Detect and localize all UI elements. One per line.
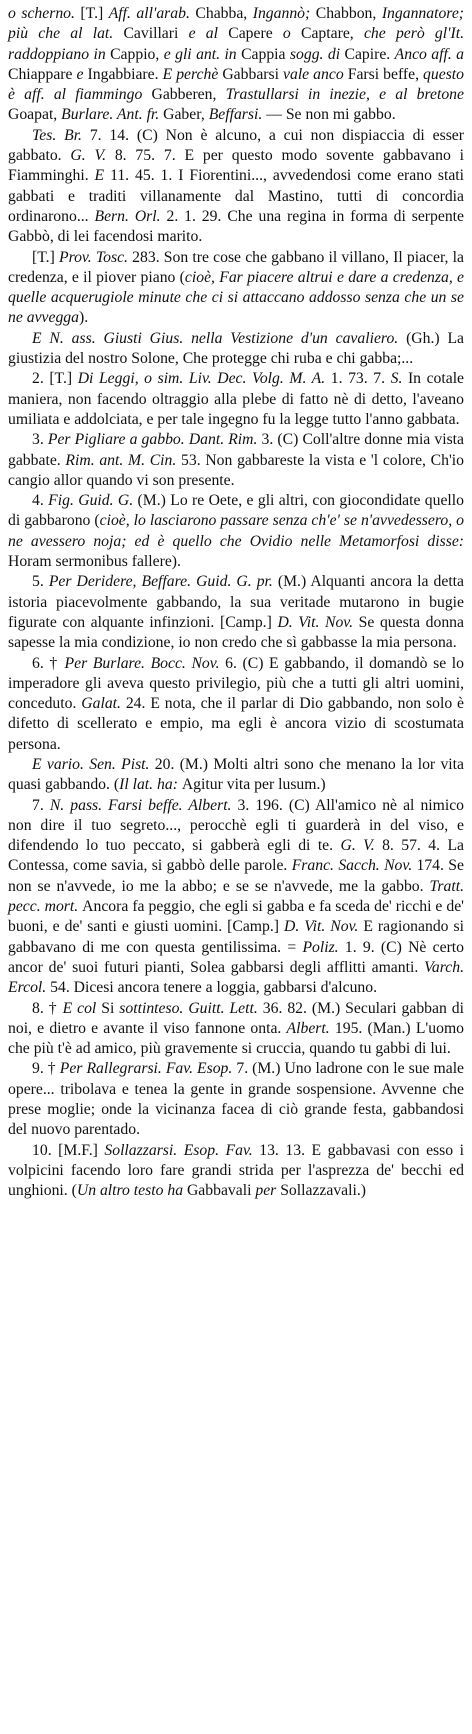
- entry-paragraph: [8, 329, 464, 370]
- text-segment: o: [282, 25, 301, 43]
- text-segment: D. Vit. Nov.: [283, 918, 364, 936]
- text-segment: 7. 14. (C) Non è alcuno, a cui non dispiaccia di esser gabbato.: [8, 126, 464, 165]
- text-segment: 283. Son tre cose che gabbano il villano, Il piacer, la credenza, e il piover piano (: [8, 248, 464, 286]
- text-segment: Sollazzarsi. Esop. Fav.: [104, 1141, 260, 1159]
- entry-paragraph: [8, 796, 464, 999]
- text-segment: 13. 13. E gabbavasi con esso i volpicini facendo loro fare grandi strida per l'asprezza de' becchi ed unghioni. (: [8, 1141, 464, 1200]
- text-segment: (M.) Alquanti ancora la detta istoria piacevolmente gabbando, la sua veritade mutarono in bugie figurate con alquante infinzioni. [Camp.]: [8, 573, 464, 631]
- text-segment: 7. (M.) Uno ladrone con le sue male opere... tribolava e tenea la gente in grande sospensione. Avvenne che prese moglie; onde la vicinanza facea di ciò grande festa, gabbandosi del nuovo parentado.: [8, 1060, 465, 1139]
- text-segment: 10. [M.F.]: [32, 1141, 105, 1159]
- text-segment: 9. †: [32, 1060, 60, 1078]
- text-segment: Si: [101, 999, 120, 1017]
- text-segment: (Gh.) La giustizia del nostro Solone, Che protegge chi ruba e chi gabba;...: [8, 329, 464, 368]
- text-segment: E vario. Sen. Pist.: [32, 755, 155, 773]
- text-segment: sogg. di: [289, 45, 345, 63]
- text-segment: Ingabbiare.: [87, 65, 163, 83]
- text-segment: Se questa donna sapesse la mia condizione, io non credo che sì gabbasse la mia persona.: [8, 613, 464, 652]
- text-segment: 11. 45. 1. I Fiorentini..., avvedendosi come erano stati gabbati e traditi villanamente dal Mastino, tutti di concordia ordinarono...: [8, 167, 464, 225]
- text-segment: o scherno.: [8, 5, 81, 22]
- text-segment: Capere: [228, 25, 283, 43]
- entry-paragraph: [8, 1141, 464, 1202]
- text-segment: Franc. Sacch. Nov.: [291, 857, 417, 875]
- entry-paragraph: [8, 755, 464, 796]
- text-segment: 5.: [32, 573, 49, 591]
- text-segment: 6. (C) E gabbando, il domandò se lo imperadore gli aveva questo privilegio, più che a tutti gli altri uomini, conceduto.: [8, 654, 465, 713]
- text-segment: Fig. Guid. G.: [48, 492, 138, 510]
- text-segment: Di Leggi, o sim. Liv. Dec. Volg. M. A.: [77, 370, 331, 388]
- text-segment: Chiappare: [8, 65, 77, 83]
- text-segment: Agitur vita per lusum.): [181, 776, 326, 794]
- text-segment: Cavillari: [123, 25, 189, 43]
- text-segment: 2. [T.]: [32, 370, 78, 388]
- text-segment: Sollazzavali.): [280, 1182, 367, 1200]
- text-segment: 1. 73. 7.: [330, 370, 391, 388]
- text-segment: 174. Se non se n'avvede, io me la abbo; e se se n'avvede, me la gabbo.: [8, 857, 464, 895]
- text-segment: cioè, lo lasciarono passare senza ch'e' se n'avvedessero, o ne avessero noja; ed è quello che Ovidio nelle Metamorfosi disse:: [8, 512, 464, 550]
- text-segment: 2. 1. 29. Che una regina in forma di serpente Gabbò, di lei facendosi marito.: [8, 207, 464, 246]
- text-segment: Cappio,: [110, 45, 164, 63]
- text-segment: [T.]: [80, 5, 109, 22]
- text-segment: Prov. Tosc.: [58, 248, 133, 266]
- text-segment: E perchè: [162, 65, 223, 83]
- text-segment: Horam sermonibus fallere).: [8, 553, 181, 571]
- text-segment: Ancora fa peggio, che egli si gabba e fa sceda de' ricchi e de' buoni, e de' santi e giusti uomini. [Camp.]: [8, 898, 464, 936]
- text-segment: Captare,: [301, 25, 364, 43]
- text-segment: Anco aff. a: [394, 45, 465, 63]
- text-segment: Farsi beffe,: [347, 65, 424, 83]
- entry-paragraph: [8, 654, 464, 755]
- text-segment: e al bretone: [379, 86, 464, 104]
- text-segment: Chabba,: [195, 5, 253, 22]
- text-segment: Il lat. ha:: [119, 776, 182, 794]
- text-segment: vale anco: [283, 65, 348, 83]
- text-segment: 8. 57. 4. La Contessa, come savia, si gabbò delle parole.: [8, 837, 465, 875]
- text-segment: Capire.: [344, 45, 395, 63]
- text-segment: Gabbavali: [186, 1182, 256, 1200]
- text-segment: N. pass. Farsi beffe. Albert.: [49, 796, 238, 814]
- text-segment: — Se non mi gabbo.: [266, 106, 396, 124]
- text-segment: Tes. Br.: [32, 126, 90, 144]
- text-segment: 195. (Man.) L'uomo che più t'è ad amico, più gravemente si cruccia, quando tu gabbi di lui.: [8, 1019, 464, 1058]
- text-segment: 20. (M.) Molti altri sono che menano la lor vita quasi gabbando. (: [8, 755, 464, 794]
- entry-paragraph: [8, 572, 464, 653]
- text-segment: In cotale maniera, non facendo oltraggio alla plebe di fatto nè di detto, l'aveano umiliata e addolciata, e per tale ingegno fu la legge tutto l'anno gabbata.: [8, 370, 465, 428]
- entry-paragraph: [8, 369, 464, 430]
- text-segment: [T.]: [32, 248, 59, 266]
- text-segment: 7.: [32, 796, 50, 814]
- text-segment: e al: [188, 25, 229, 43]
- text-segment: Per Rallegrarsi. Fav. Esop.: [59, 1060, 237, 1078]
- text-segment: 8. †: [32, 999, 63, 1017]
- text-segment: Poliz.: [302, 938, 345, 956]
- text-segment: Burlare. Ant. fr.: [61, 106, 164, 124]
- text-segment: D. Vit. Nov.: [277, 613, 359, 631]
- text-segment: 6. †: [32, 654, 65, 672]
- text-segment: (M.) Lo re Oete, e gli altri, con giocondidate quello di gabbarono (: [8, 492, 464, 530]
- entry-paragraph: [8, 248, 464, 329]
- text-segment: Cappia: [241, 45, 290, 63]
- text-segment: e: [76, 65, 88, 83]
- text-segment: che però gl'It. raddoppiano in: [8, 25, 464, 63]
- text-segment: G. V.: [70, 147, 115, 165]
- text-segment: 36. 82. (M.) Seculari gabban di noi, e dietro e avante il viso fannone onta.: [8, 999, 464, 1037]
- text-segment: e gli ant. in: [163, 45, 242, 63]
- text-segment: Far piacere altrui e dare a credenza, e quelle acquerugiole minute che ci si attaccano addosso senza che un se ne avvegga: [8, 268, 464, 327]
- text-segment: Per Deridere, Beffare. Guid. G. pr.: [48, 573, 278, 591]
- text-segment: 1. 9. (C) Nè certo ancor de' suoi futuri pianti, Solea gabbarsi degli afflitti amanti.: [8, 938, 464, 976]
- text-segment: Aff. all'arab.: [108, 5, 196, 22]
- text-segment: S.: [390, 370, 408, 388]
- text-segment: G. V.: [340, 837, 383, 855]
- text-segment: Gabberen,: [151, 86, 226, 104]
- text-segment: E: [94, 167, 111, 185]
- entry-paragraph: [8, 999, 464, 1060]
- text-segment: Goapat,: [8, 106, 62, 124]
- text-segment: 3.: [32, 431, 48, 449]
- text-segment: Ingannò;: [252, 5, 316, 22]
- text-segment: Gaber,: [163, 106, 209, 124]
- text-segment: Per Pigliare a gabbo. Dant. Rim.: [47, 431, 262, 449]
- text-segment: questo è aff. al fiammingo: [8, 65, 465, 104]
- entry-paragraph: [8, 491, 464, 572]
- text-segment: Per Burlare. Bocc. Nov.: [64, 654, 226, 672]
- text-segment: Bern. Orl.: [94, 207, 167, 225]
- text-segment: 4.: [32, 492, 49, 510]
- text-segment: 3. (C) Coll'altre donne mia vista gabbate.: [8, 431, 465, 469]
- text-segment: 3. 196. (C) All'amico nè al nimico non dire il tuo segreto..., perocchè egli ti guarderà in del viso, e difendendo lo tuo peccato, si gabberà egli di te.: [8, 796, 465, 855]
- text-segment: Trastullarsi in inezie,: [225, 86, 380, 104]
- text-segment: ).: [79, 309, 89, 327]
- text-segment: Albert.: [286, 1019, 335, 1037]
- text-segment: Varch. Ercol.: [8, 958, 464, 997]
- text-segment: Un altro testo ha: [76, 1182, 187, 1200]
- entry-paragraph: [8, 4, 464, 126]
- text-segment: Ingannatore; più che al lat.: [8, 5, 465, 43]
- text-segment: Rim. ant. M. Cin.: [65, 451, 182, 469]
- entry-paragraph: [8, 430, 464, 491]
- entry-paragraph: [8, 1059, 464, 1140]
- text-segment: E N. ass. Giusti Gius. nella Vestizione d'un cavaliero.: [32, 329, 407, 347]
- text-segment: 53. Non gabbareste la vista e 'l colore, Ch'io cangio allor quando vi son presente.: [8, 451, 464, 489]
- text-segment: E ragionando si gabbavano di me con questa gentilissima. =: [8, 918, 464, 956]
- text-segment: Beffarsi.: [208, 106, 267, 124]
- entry-paragraph: [8, 126, 464, 248]
- text-segment: Gabbarsi: [222, 65, 284, 83]
- text-segment: per: [255, 1182, 281, 1200]
- text-segment: Galat.: [81, 695, 126, 713]
- text-segment: Tratt. pecc. mort.: [8, 877, 464, 916]
- text-segment: 54. Dicesi ancora tenere a loggia, gabbarsi d'alcuno.: [50, 979, 378, 997]
- text-segment: cioè,: [184, 268, 220, 286]
- text-segment: 8. 75. 7. E per questo modo sovente gabbavano i Fiamminghi.: [8, 147, 464, 185]
- text-segment: E col: [62, 999, 102, 1017]
- text-segment: sottinteso. Guitt. Lett.: [119, 999, 263, 1017]
- text-segment: 24. E nota, che il parlar di Dio gabbando, non solo è difetto di scellerato e empio, ma egli è ancora vizio di scostumata persona.: [8, 695, 465, 753]
- text-segment: Chabbon,: [315, 5, 382, 22]
